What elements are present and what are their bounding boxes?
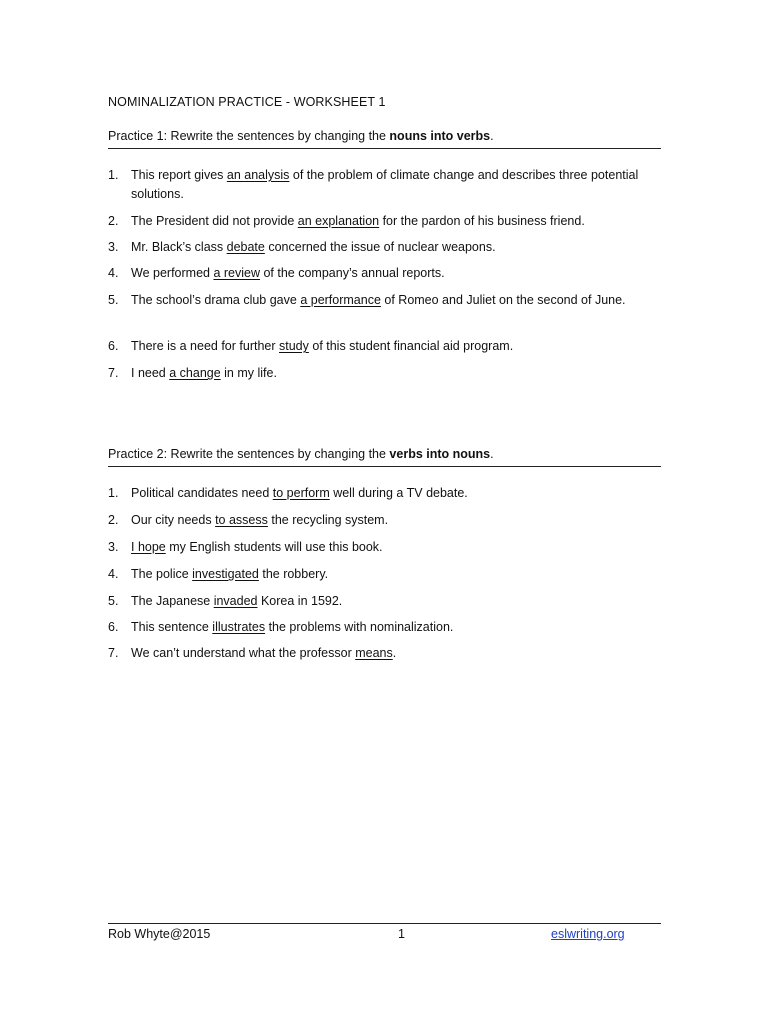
item-sentence [131, 484, 648, 503]
item-number: 3. [108, 540, 119, 554]
sentence-text: Korea in 1592. [257, 594, 343, 608]
item-sentence [131, 644, 648, 663]
sentence-text: I need [131, 366, 170, 380]
item-sentence [131, 264, 648, 283]
item-sentence [131, 212, 648, 231]
sentence-text: for the pardon of his business friend. [379, 214, 585, 228]
sentence-text: This report gives [131, 168, 227, 182]
practice-2-heading [108, 447, 661, 467]
underlined-target: an analysis [226, 168, 290, 182]
underlined-target: invaded [213, 594, 258, 608]
sentence-text: concerned the issue of nuclear weapons. [264, 240, 496, 254]
underlined-target: debate [226, 240, 265, 254]
item-sentence [131, 364, 648, 383]
item-sentence [131, 592, 648, 611]
practice-1-instruction: Rewrite the sentences by changing the [167, 129, 390, 143]
item-sentence [131, 166, 648, 204]
item-number: 4. [108, 567, 119, 581]
underlined-target: study [279, 339, 309, 353]
item-number: 1. [108, 168, 119, 182]
sentence-text: The President did not provide [131, 214, 298, 228]
sentence-text: of the company’s annual reports. [260, 266, 445, 280]
practice-2-item [108, 592, 648, 611]
underlined-target: a performance [300, 293, 381, 307]
sentence-text: of Romeo and Juliet on the second of June. [380, 293, 626, 307]
footer-author: Rob Whyte@2015 [108, 927, 211, 941]
practice-2-item [108, 538, 648, 557]
underlined-target: a review [213, 266, 260, 280]
practice-2-label: Practice 2: [108, 447, 168, 461]
underlined-target: a change [169, 366, 221, 380]
underlined-target: I hope [131, 540, 166, 554]
practice-2-item [108, 484, 648, 503]
item-number: 6. [108, 620, 119, 634]
sentence-text: my English students will use this book. [165, 540, 383, 554]
practice-1-item [108, 364, 648, 383]
practice-2-instruction: Rewrite the sentences by changing the [167, 447, 390, 461]
underlined-target: to perform [272, 486, 330, 500]
item-number: 5. [108, 594, 119, 608]
sentence-text: the robbery. [258, 567, 329, 581]
sentence-text: Mr. Black’s class [131, 240, 227, 254]
item-sentence [131, 291, 648, 310]
practice-1-item [108, 291, 648, 310]
practice-1-item [108, 212, 648, 231]
practice-2-period: . [490, 447, 494, 461]
sentence-text: The Japanese [131, 594, 214, 608]
sentence-text: of the problem of climate change and describes three potential solutions. [131, 168, 639, 201]
practice-1-period: . [490, 129, 494, 143]
underlined-target: illustrates [212, 620, 266, 634]
underlined-target: to assess [215, 513, 268, 527]
item-number: 7. [108, 646, 119, 660]
sentence-text: There is a need for further [131, 339, 279, 353]
item-sentence [131, 618, 648, 637]
item-sentence [131, 538, 648, 557]
item-sentence [131, 565, 648, 584]
sentence-text: The police [131, 567, 193, 581]
practice-1-item [108, 264, 648, 283]
practice-1-item [108, 166, 648, 204]
sentence-text: of this student financial aid program. [308, 339, 514, 353]
sentence-text: the recycling system. [267, 513, 389, 527]
practice-2-item [108, 644, 648, 663]
practice-1-item [108, 238, 648, 257]
item-sentence [131, 238, 648, 257]
item-number: 3. [108, 240, 119, 254]
page-number: 1 [398, 927, 405, 941]
sentence-text: Political candidates need [131, 486, 273, 500]
page-footer [108, 923, 661, 947]
underlined-target: an explanation [297, 214, 380, 228]
sentence-text: Our city needs [131, 513, 216, 527]
item-number: 4. [108, 266, 119, 280]
practice-2-item [108, 511, 648, 530]
item-number: 2. [108, 214, 119, 228]
item-number: 7. [108, 366, 119, 380]
item-sentence [131, 337, 648, 356]
sentence-text: the problems with nominalization. [265, 620, 454, 634]
sentence-text: well during a TV debate. [329, 486, 468, 500]
practice-2-emphasis: verbs into nouns [389, 447, 491, 461]
practice-2-item [108, 618, 648, 637]
document-title: NOMINALIZATION PRACTICE - WORKSHEET 1 [108, 95, 386, 109]
sentence-text: The school’s drama club gave [131, 293, 301, 307]
practice-1-item [108, 337, 648, 356]
sentence-text: We can’t understand what the professor [131, 646, 356, 660]
practice-1-label: Practice 1: [108, 129, 168, 143]
practice-2-item [108, 565, 648, 584]
sentence-text: We performed [131, 266, 214, 280]
website-link[interactable]: eslwriting.org [551, 927, 625, 941]
underlined-target: means [355, 646, 393, 660]
item-number: 1. [108, 486, 119, 500]
underlined-target: investigated [192, 567, 259, 581]
practice-1-heading [108, 129, 661, 149]
practice-1-emphasis: nouns into verbs [389, 129, 491, 143]
item-sentence [131, 511, 648, 530]
sentence-text: . [392, 646, 397, 660]
item-number: 2. [108, 513, 119, 527]
item-number: 5. [108, 293, 119, 307]
sentence-text: in my life. [220, 366, 277, 380]
sentence-text: This sentence [131, 620, 213, 634]
item-number: 6. [108, 339, 119, 353]
